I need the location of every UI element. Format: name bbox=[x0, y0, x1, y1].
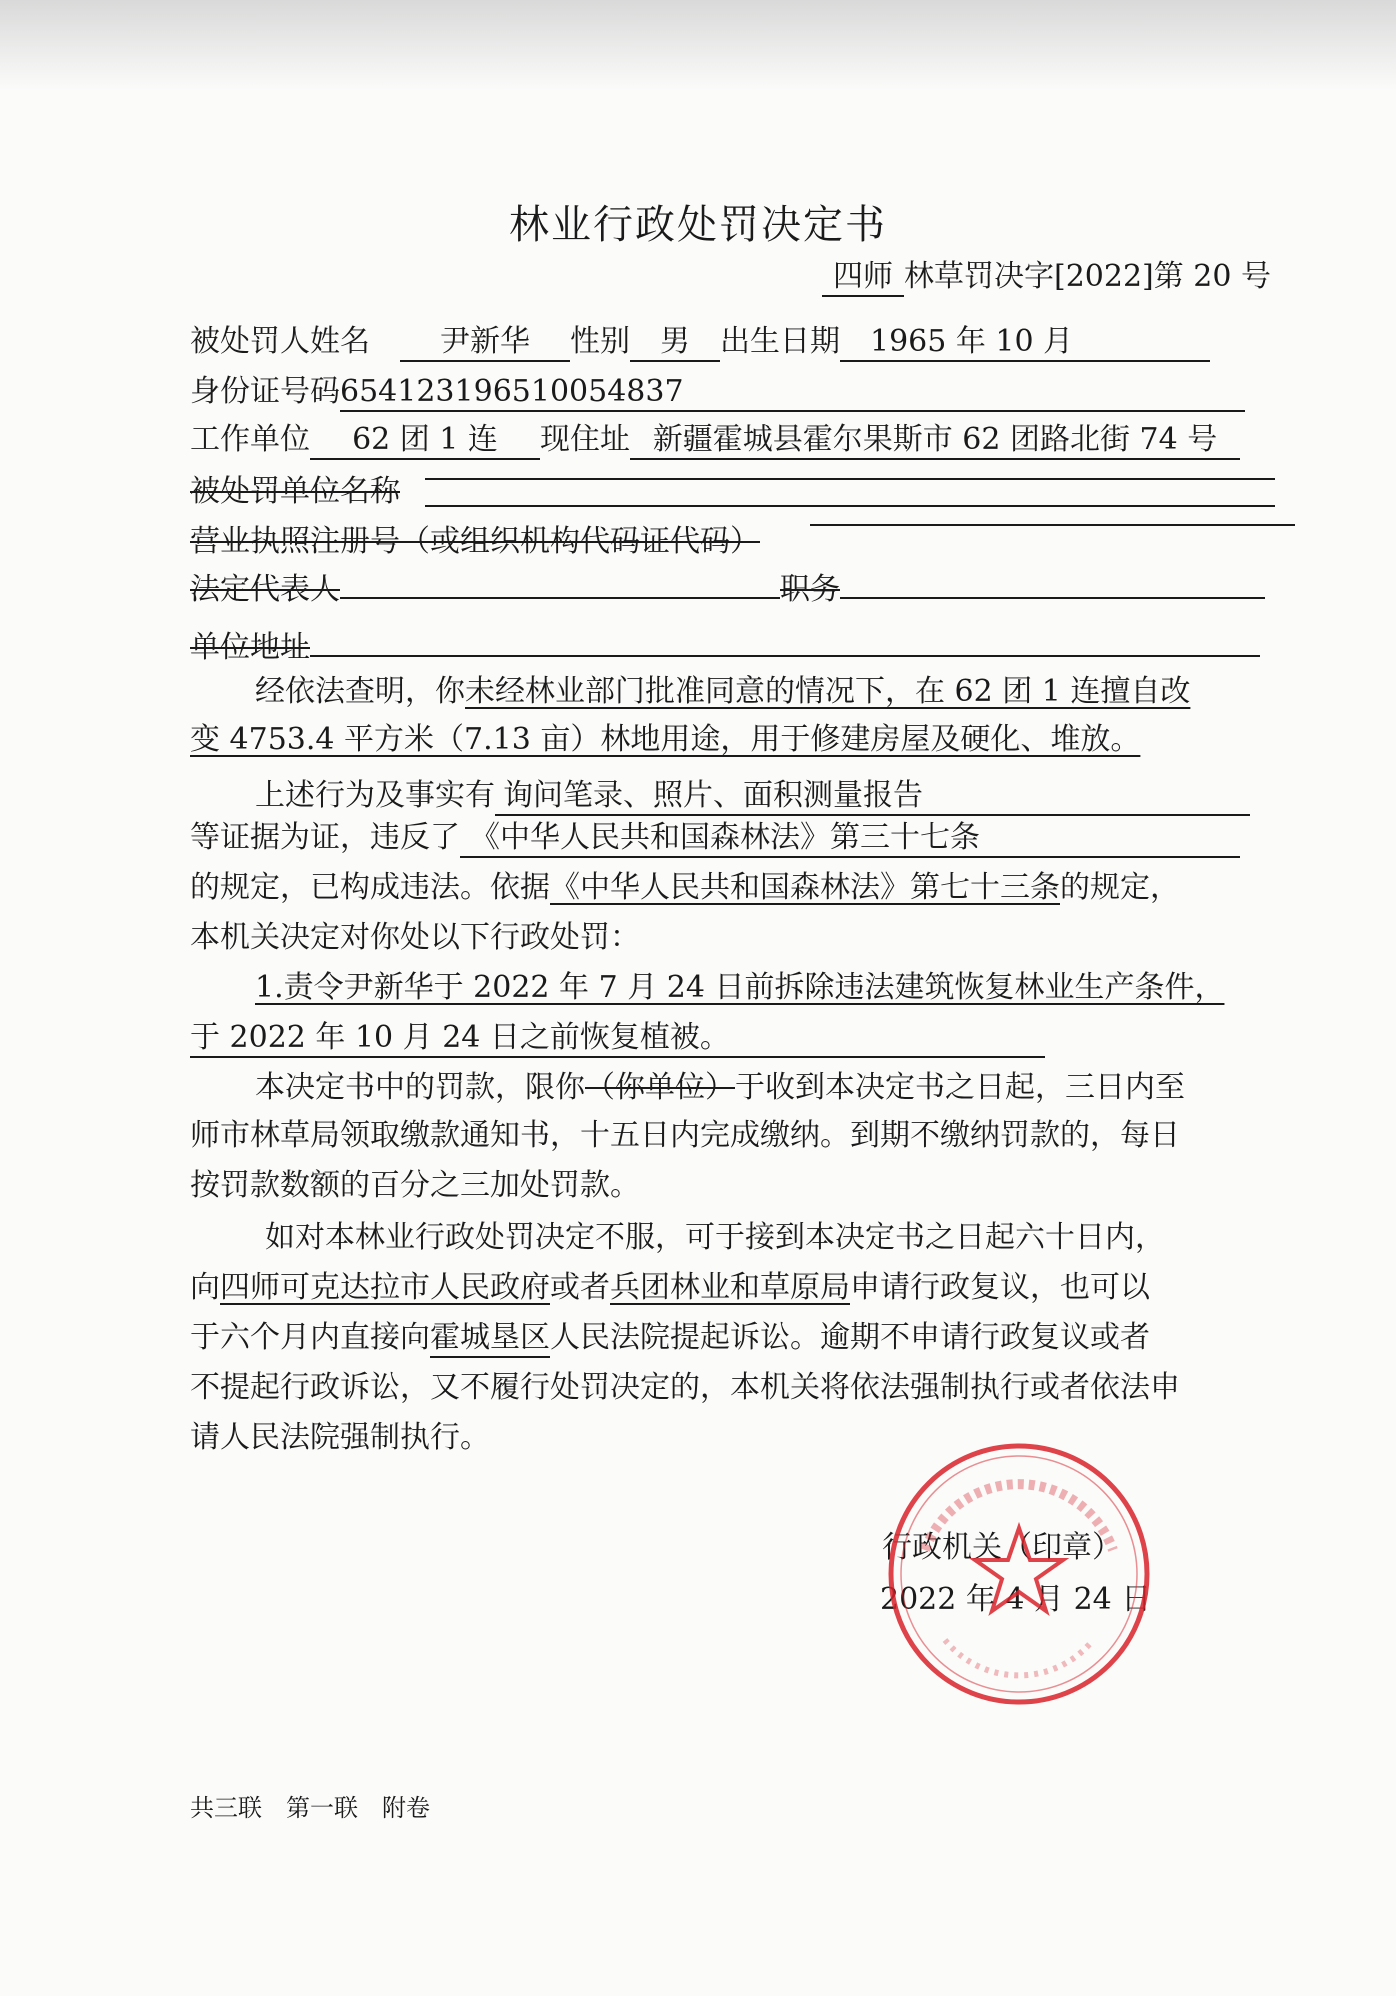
signature-date: 2022 年 4 月 24 日 bbox=[880, 1582, 1152, 1617]
para-8-b1: 向 bbox=[190, 1270, 220, 1305]
para-8-line-1: 如对本林业行政处罚决定不服，可于接到本决定书之日起六十日内， bbox=[265, 1220, 1165, 1255]
legal-rep-label: 法定代表人 bbox=[190, 572, 340, 607]
para-8-court: 霍城垦区 bbox=[430, 1320, 550, 1358]
para-7-a: 本决定书中的罚款，限你 bbox=[255, 1070, 585, 1105]
para-3 bbox=[190, 818, 1240, 858]
para-1-b: 未经林业部门批准同意的情况下，在 62 团 1 连擅自改 bbox=[465, 674, 1191, 709]
para-3-law: 《中华人民共和国森林法》第三十七条 bbox=[460, 820, 1240, 858]
penalty-line-2 bbox=[190, 1018, 1045, 1058]
para-4-a: 的规定，已构成违法。依据 bbox=[190, 870, 550, 905]
legal-rep-value bbox=[340, 597, 780, 599]
address-label: 现住址 bbox=[540, 422, 630, 457]
para-1-a: 经依法查明，你 bbox=[255, 674, 465, 709]
para-2-evidence: 询问笔录、照片、面积测量报告 bbox=[495, 778, 1250, 816]
para-2-a: 上述行为及事实有 bbox=[255, 778, 495, 813]
position-label: 职务 bbox=[780, 572, 840, 607]
work-label: 工作单位 bbox=[190, 422, 310, 457]
para-8-line-4: 不提起行政诉讼，又不履行处罚决定的，本机关将依法强制执行或者依法申 bbox=[190, 1370, 1180, 1405]
row-work bbox=[190, 420, 1240, 460]
unit-name-line bbox=[425, 478, 1275, 480]
para-5: 本机关决定对你处以下行政处罚： bbox=[190, 920, 640, 955]
para-3-a: 等证据为证，违反了 bbox=[190, 820, 460, 855]
para-7-struck: （你单位） bbox=[585, 1070, 735, 1105]
birth-label: 出生日期 bbox=[720, 324, 840, 359]
unit-address-value bbox=[310, 655, 1260, 657]
para-7-b: 于收到本决定书之日起，三日内至 bbox=[735, 1070, 1185, 1105]
para-4-law: 《中华人民共和国森林法》第七十三条 bbox=[550, 870, 1060, 905]
doc-number-org: 四师 bbox=[822, 259, 904, 297]
para-8-c1: 于六个月内直接向 bbox=[190, 1320, 430, 1355]
unit-name-label: 被处罚单位名称 bbox=[190, 474, 400, 509]
signature-label: 行政机关（印章） bbox=[882, 1530, 1122, 1565]
license-label: 营业执照注册号（或组织机构代码证代码） bbox=[190, 524, 760, 559]
para-7-line-1 bbox=[255, 1068, 1185, 1108]
para-8-b5: 申请行政复议，也可以 bbox=[850, 1270, 1150, 1305]
name-label: 被处罚人姓名 bbox=[190, 324, 370, 359]
footer-note: 共三联 第一联 附卷 bbox=[190, 1794, 430, 1822]
row-id bbox=[190, 372, 1245, 412]
para-8-review-org-2: 兵团林业和草原局 bbox=[610, 1270, 850, 1305]
penalty-line-1: 1.责令尹新华于 2022 年 7 月 24 日前拆除违法建筑恢复林业生产条件， bbox=[255, 970, 1225, 1005]
unit-name-line-2 bbox=[425, 505, 1275, 507]
birth-value: 1965 年 10 月 bbox=[840, 324, 1210, 362]
para-8-line-2 bbox=[190, 1268, 1150, 1308]
row-legal-rep bbox=[190, 570, 1265, 610]
unit-address-label: 单位地址 bbox=[190, 630, 310, 665]
license-line bbox=[810, 524, 1295, 526]
para-4 bbox=[190, 868, 1180, 908]
row-person bbox=[190, 322, 1210, 362]
id-label: 身份证号码 bbox=[190, 374, 340, 409]
official-seal-icon bbox=[885, 1440, 1153, 1708]
document-title: 林业行政处罚决定书 bbox=[509, 202, 887, 248]
gender-label: 性别 bbox=[570, 324, 630, 359]
para-8-line-5: 请人民法院强制执行。 bbox=[190, 1420, 490, 1455]
penalty-line-2-text: 于 2022 年 10 月 24 日之前恢复植被。 bbox=[190, 1020, 1045, 1058]
para-7-line-3: 按罚款数额的百分之三加处罚款。 bbox=[190, 1168, 640, 1203]
row-unit-address bbox=[190, 628, 1260, 668]
para-8-c3: 人民法院提起诉讼。逾期不申请行政复议或者 bbox=[550, 1320, 1150, 1355]
doc-number-text: 林草罚决字[2022]第 20 号 bbox=[904, 259, 1272, 294]
gender-value: 男 bbox=[630, 324, 720, 362]
para-1-line-1 bbox=[255, 672, 1190, 712]
address-value: 新疆霍城县霍尔果斯市 62 团路北街 74 号 bbox=[630, 422, 1240, 460]
name-value: 尹新华 bbox=[400, 324, 570, 362]
work-value: 62 团 1 连 bbox=[310, 422, 540, 460]
para-2 bbox=[255, 776, 1250, 816]
document-number bbox=[822, 257, 1271, 297]
para-7-line-2: 师市林草局领取缴款通知书，十五日内完成缴纳。到期不缴纳罚款的，每日 bbox=[190, 1118, 1180, 1153]
para-8-b3: 或者 bbox=[550, 1270, 610, 1305]
id-value: 654123196510054837 bbox=[340, 374, 1245, 412]
para-1-line-2: 变 4753.4 平方米（7.13 亩）林地用途，用于修建房屋及硬化、堆放。 bbox=[190, 722, 1141, 757]
position-value bbox=[840, 597, 1265, 599]
para-8-line-3 bbox=[190, 1318, 1150, 1358]
para-4-c: 的规定， bbox=[1060, 870, 1180, 905]
para-8-review-org-1: 四师可克达拉市人民政府 bbox=[220, 1270, 550, 1305]
